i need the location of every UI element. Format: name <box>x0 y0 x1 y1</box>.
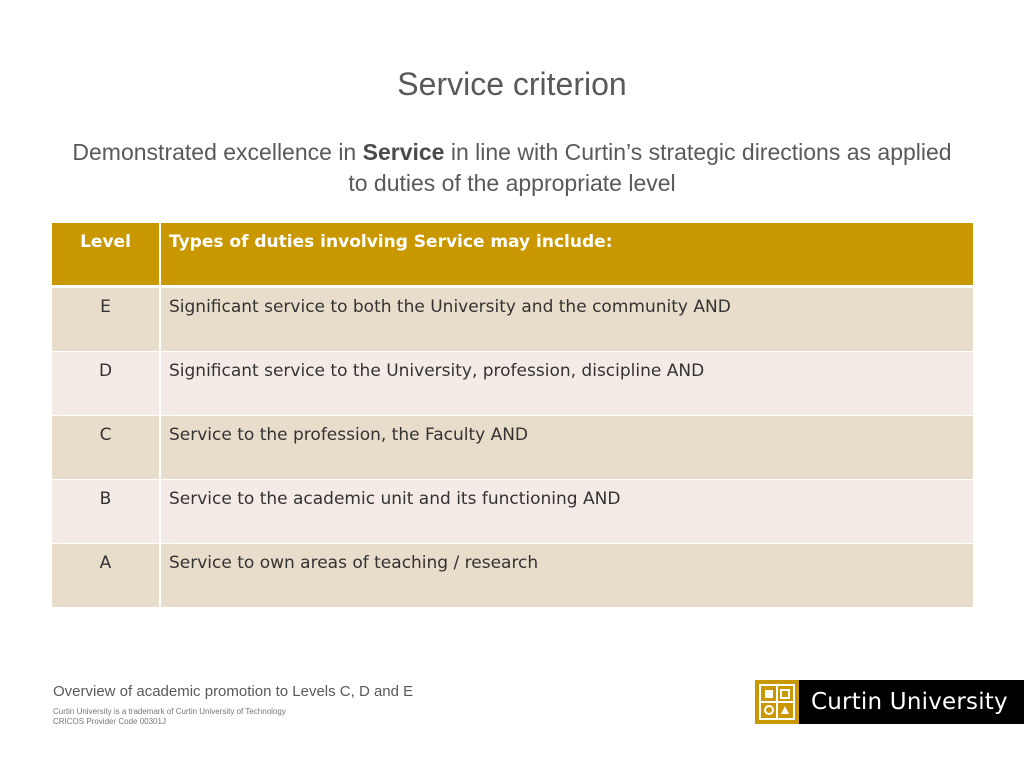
subtitle-prefix: Demonstrated excellence in <box>72 139 357 165</box>
footer-cricos: CRICOS Provider Code 00301J <box>53 717 166 726</box>
slide-subtitle <box>60 137 964 199</box>
curtin-logo <box>755 680 1024 724</box>
column-header-duties: Types of duties involving Service may include: <box>160 223 973 287</box>
level-cell: E <box>52 287 160 352</box>
table-row <box>52 480 973 544</box>
duty-cell: Significant service to the University, profession, discipline AND <box>160 352 973 416</box>
column-header-level: Level <box>52 223 160 287</box>
table-row <box>52 544 973 608</box>
duty-cell: Service to the profession, the Faculty AND <box>160 416 973 480</box>
footer-trademark: Curtin University is a trademark of Curtin University of Technology <box>53 707 286 716</box>
level-cell: C <box>52 416 160 480</box>
table-row <box>52 416 973 480</box>
footer-title: Overview of academic promotion to Levels C, D and E <box>53 683 414 700</box>
table-header-row <box>52 223 973 287</box>
level-cell: D <box>52 352 160 416</box>
table-row <box>52 287 973 352</box>
slide-title: Service criterion <box>397 66 627 102</box>
curtin-crest-icon <box>755 680 799 724</box>
duty-cell: Service to own areas of teaching / research <box>160 544 973 608</box>
logo-wordmark: Curtin University <box>811 689 1008 715</box>
service-criteria-table <box>52 223 973 608</box>
table-row <box>52 352 973 416</box>
level-cell: B <box>52 480 160 544</box>
duty-cell: Significant service to both the University and the community AND <box>160 287 973 352</box>
subtitle-suffix: in line with Curtin’s strategic directions as applied to duties of the appropriate level <box>348 139 952 196</box>
level-cell: A <box>52 544 160 608</box>
subtitle-emphasis: Service <box>362 139 445 165</box>
duty-cell: Service to the academic unit and its functioning AND <box>160 480 973 544</box>
